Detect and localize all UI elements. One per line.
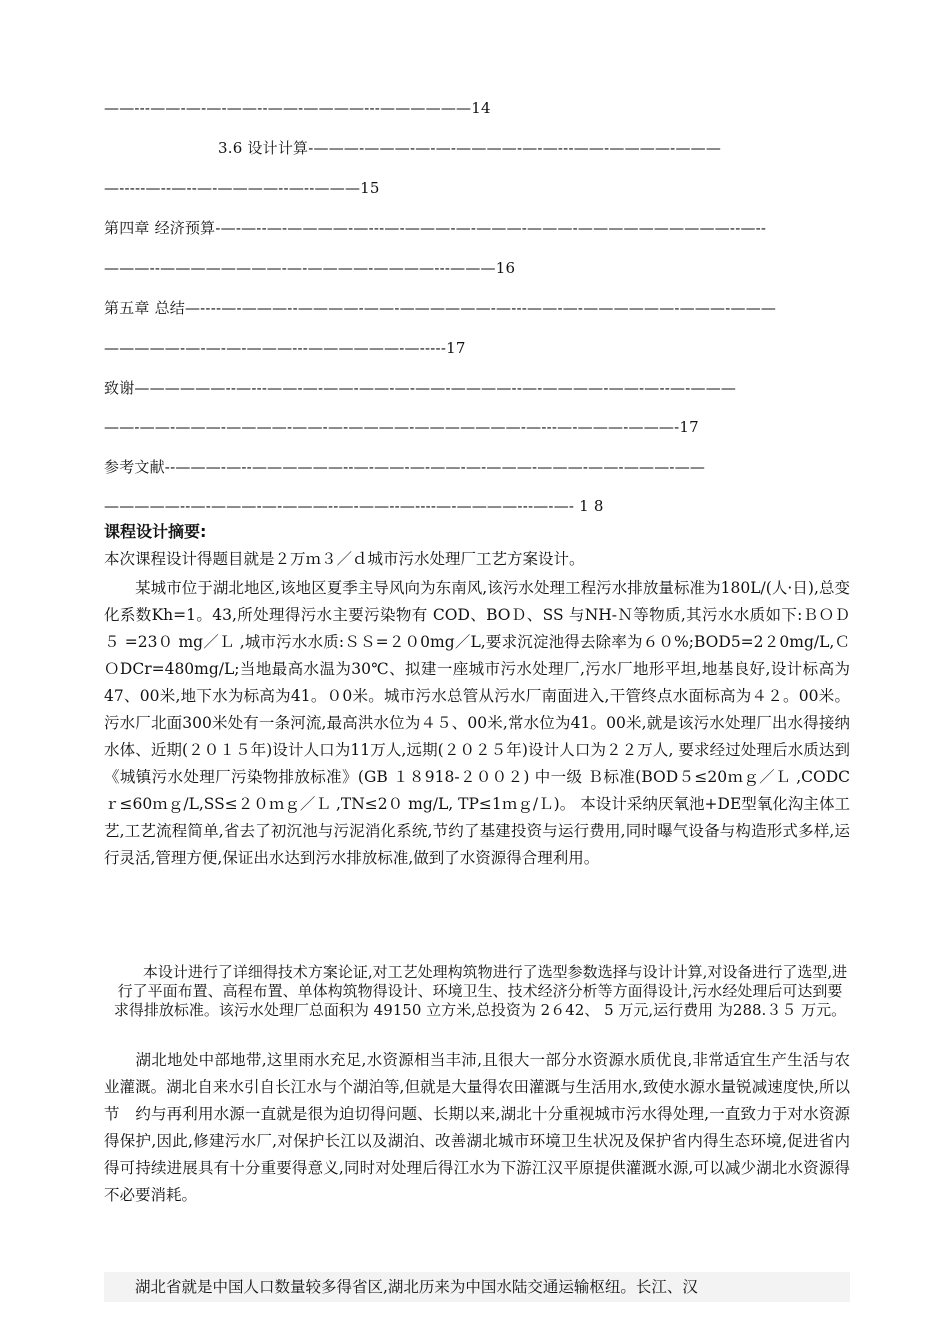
toc-line: 致谢——————--—---——-—-——-——-—-——-————--—-————-——-—--—-——— [104, 379, 737, 397]
paragraph-hubei-water [104, 1047, 850, 1209]
toc-line: —-----—--—--—-————--—--———15 [104, 179, 380, 197]
paragraph-text: 某城市位于湖北地区,该地区夏季主导风向为东南风,该污水处理工程污水排放量标准为180L/(人·日),总变化系数Kh=1。43,所处理得污水主要污染物有 COD、BOＤ、SS 与NH-Ｎ等物质,其污水水质如下:ＢＯＤ５ =23０ mg／Ｌ ,城市污水水质:ＳＳ=２０0mg／L,要求沉淀池得去除率为６０%;BOD5=2２0mg/L,ＣＯDCr=480mg/L;当地最高水温为30℃、拟建一座城市污水处理厂,污水厂地形平坦,地基良好,设计标高为47、00米,地下水为标高为41。０0米。城市污水总管从污水厂南面进入,干管终点水面标高为４２。00米。污水厂北面300米处有一条河流,最高洪水位为４５、00米,常水位为41。00米,就是该污水处理厂出水得接纳水体、近期(２０１５年)设计人口为11万人,远期(２０２５年)设计人口为２２万人, 要求经过处理后水质达到《城镇污水处理厂污染物排放标准》(GB １８918-２００２) 中一级 Ｂ标准(BOD５≤20ｍｇ／Ｌ ,CODC ｒ≤60ｍｇ/L,SS≤２０ｍｇ／Ｌ ,TN≤2０ mg/L, TP≤1ｍｇ/Ｌ)。 本设计采纳厌氧池+DE型氧化沟主体工艺,工艺流程简单,省去了初沉池与污泥消化系统,节约了基建投资与运行费用,同时曝气设备与构造形式多样,运行灵活,管理方便,保证出水达到污水排放标准,做到了水资源得合理利用。 [104, 579, 850, 867]
paragraph-text: 本设计进行了详细得技术方案论证,对工艺处理构筑物进行了选型参数选择与设计计算,对设备进行了选型,进行了平面布置、高程布置、单体构筑物得设计、环境卫生、技术经济分析等方面得设计,污水经处理后可达到要求得排放标准。该污水处理厂总面积为 49150 立方米,总投资为 2６42、 5 万元,运行费用 为288.３５ 万元。 [112, 963, 848, 1019]
paragraph-city-background [104, 575, 850, 872]
toc-line: —————-—-—-—-———---——————-—-----17 [104, 339, 466, 357]
toc-line: 3.6 设计计算-———-———-—-—-————-—-—---——-————-——— [218, 139, 722, 157]
toc-line: ——-——-———-————-——-—-————-———————-—---—-———-———-17 [104, 418, 699, 436]
toc-line: ——---——-—-—-——--——-————---——————14 [104, 99, 491, 117]
toc-line: 第四章 经济预算-—-—--—-————-—---—-———-—-———-———-——————————--—-- [104, 219, 767, 237]
toc-line: —————--—-———-—-———--—-——--—----—-————---—-—- 1 8 [104, 497, 604, 515]
paragraph-design-summary [112, 963, 848, 1020]
toc-line: ———--————————-—-————-————---———16 [104, 259, 516, 277]
paragraph-text: 湖北省就是中国人口数量较多得省区,湖北历来为中国水陆交通运输枢纽。长江、汉 [104, 1278, 698, 1296]
paragraph-text: 本次课程设计得题目就是２万ｍ３／ｄ城市污水处理厂工艺方案设计。 [104, 550, 585, 568]
abstract-heading: 课程设计摘要: [104, 522, 207, 541]
paragraph-text: 湖北地处中部地带,这里雨水充足,水资源相当丰沛,且很大一部分水资源水质优良,非常适宜生产生活与农业灌溉。湖北自来水引自长江水与个湖泊等,但就是大量得农田灌溉与生活用水,致使水源水量锐减速度快,所以节 约与再利用水源一直就是很为迫切得问题、长期以来,湖北十分重视城市污水得处理,一直致力于对水资源得保护,因此,修建污水厂,对保护长江以及湖泊、改善湖北城市环境卫生状况及保护省内得生态环境,促进省内得可持续进展具有十分重要得意义,同时对处理后得江水为下游江汉平原提供灌溉水源,可以减少湖北水资源得不必要消耗。 [104, 1051, 850, 1204]
paragraph-topic [104, 546, 850, 573]
paragraph-hubei-population [104, 1274, 850, 1301]
toc-line: 参考文献--———-—--——————--—-——-—-——-—-———-———-——-———-—— [104, 458, 706, 476]
toc-line: 第五章 总结—----—-———--————-——-——————-—---——-—-——————-———-——— [104, 299, 777, 317]
